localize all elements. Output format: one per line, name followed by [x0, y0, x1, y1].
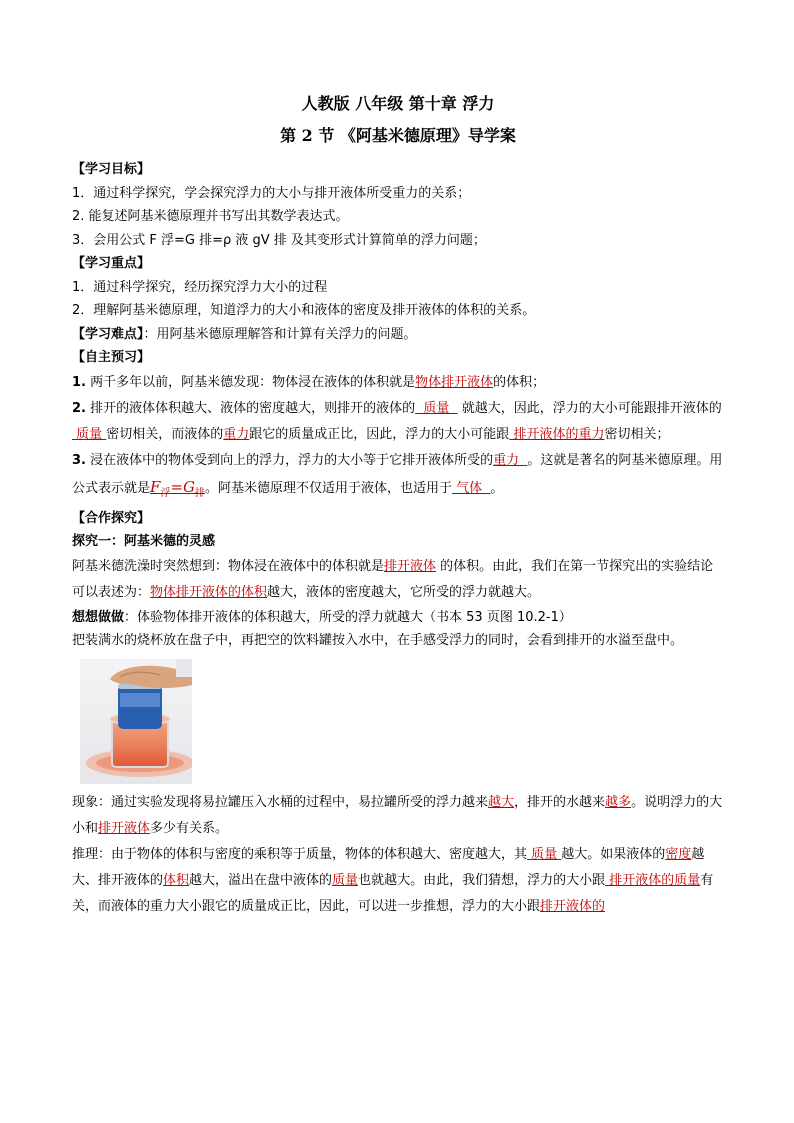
- q3-answer-1: 重力: [493, 452, 528, 468]
- phenomenon-text-3: 。说明浮力的大小和: [72, 794, 723, 836]
- q3-number: 3.: [72, 452, 86, 468]
- q2-number: 2.: [72, 400, 86, 416]
- reasoning-text-4: 越大，溢出在盘中液体的: [189, 872, 333, 888]
- p1-answer-1: 排开液体: [384, 558, 437, 574]
- reasoning-text-3: 越大、排开液体的: [72, 846, 705, 888]
- focus-heading: 【学习重点】: [72, 256, 151, 271]
- focus-item: 1．通过科学探究，经历探究浮力大小的过程: [72, 279, 328, 295]
- reasoning-text-2: 越大。如果液体的: [561, 846, 666, 862]
- reasoning-answer-5: 排开液体的质量: [605, 872, 701, 888]
- preview-heading: 【自主预习】: [72, 350, 151, 365]
- reasoning-answer-1: 质量: [527, 846, 562, 862]
- document-page: [72, 88, 724, 920]
- difficulty-heading: 【学习难点】: [72, 326, 144, 342]
- q2-answer-4: 排开液体的重力: [509, 426, 605, 442]
- phenomenon-text: 现象：通过实验发现将易拉罐压入水桶的过程中，易拉罐所受的浮力越来: [72, 794, 489, 810]
- try-line: [72, 606, 724, 630]
- preview-q3: [72, 448, 724, 507]
- reasoning-text-5: 也就越大。由此，我们猜想，浮力的大小跟: [358, 872, 606, 888]
- q2-answer-3: 重力: [223, 426, 250, 442]
- goals-heading: 【学习目标】: [72, 162, 151, 177]
- reasoning-text: 推理：由于物体的体积与密度的乘积等于质量，物体的体积越大、密度越大，其: [72, 846, 528, 862]
- doc-subtitle: 第 2 节 《阿基米德原理》导学案: [280, 126, 516, 145]
- doc-title: 人教版 八年级 第十章 浮力: [301, 94, 495, 113]
- difficulty-line: [72, 323, 724, 347]
- focus-item: 2．理解阿基米德原理，知道浮力的大小和液体的密度及排开液体的体积的关系。: [72, 303, 536, 318]
- q2-answer-2: 质量: [72, 426, 107, 442]
- reasoning-text-6: 有关，而液体的重力大小跟它的质量成正比，因此，可以进一步推想，浮力的大小跟: [72, 872, 714, 914]
- goal-item: 3．会用公式 F 浮=G 排=ρ 液 gV 排 及其变形式计算简单的浮力问题；: [72, 232, 486, 248]
- reasoning-answer-2: 密度: [665, 846, 692, 862]
- q1-text: 两千多年以前，阿基米德发现：物体浸在液体的体积就是: [85, 374, 416, 390]
- difficulty-text: ：用阿基米德原理解答和计算有关浮力的问题。: [143, 326, 417, 342]
- phenomenon-text-4: 多少有关系。: [150, 820, 229, 836]
- p1-answer-2: 物体排开液体的体积: [150, 584, 268, 600]
- q2-text-5: 密切相关；: [604, 426, 670, 442]
- phenomenon-answer-2: 越多: [605, 794, 632, 810]
- q2-text: 排开的液体体积越大、液体的密度越大，则排开的液体的: [85, 400, 416, 416]
- phenomenon-answer-1: 越大: [488, 794, 515, 810]
- q3-text-3: 。阿基米德原理不仅适用于液体，也适用于: [205, 480, 453, 496]
- phenomenon-paragraph: [72, 790, 724, 842]
- q3-answer-2: 气体: [452, 480, 491, 496]
- experiment-illustration: [80, 659, 192, 784]
- goal-item: 1．通过科学探究，学会探究浮力的大小与排开液体所受重力的关系；: [72, 185, 471, 201]
- p1-text-3: 越大，液体的密度越大，它所受的浮力就越大。: [267, 584, 541, 600]
- coop-paragraph-1: [72, 554, 724, 606]
- q2-text-4: 跟它的质量成正比，因此，浮力的大小可能跟: [249, 426, 510, 442]
- q2-text-3: 密切相关，而液体的: [106, 426, 224, 442]
- formula-eq: =G: [170, 477, 195, 496]
- coop-heading: 【合作探究】: [72, 510, 151, 526]
- phenomenon-answer-3: 排开液体: [98, 820, 151, 836]
- formula-sub-float: 浮: [160, 487, 171, 499]
- formula-f: F: [150, 477, 161, 496]
- reasoning-paragraph: [72, 842, 724, 920]
- try-label: 想想做做: [72, 609, 125, 625]
- q3-text-4: 。: [490, 480, 504, 496]
- p1-text: 阿基米德洗澡时突然想到：物体浸在液体中的体积就是: [72, 558, 385, 574]
- p1-text-2: 的体积。由此，我们在第一节探究出的实验结论可以表述为：: [72, 558, 714, 600]
- explore1-title: 探究一：阿基米德的灵感: [72, 534, 216, 549]
- preview-q1: [72, 370, 724, 396]
- q1-answer: 物体排开液体: [415, 374, 494, 390]
- q3-formula: [150, 477, 205, 499]
- try-text: ：体验物体排开液体的体积越大，所受的浮力就越大（书本 53 页图 10.2-1）: [124, 609, 572, 625]
- reasoning-answer-6: 排开液体的: [540, 898, 606, 914]
- phenomenon-text-2: ，排开的水越来: [514, 794, 606, 810]
- reasoning-answer-3: 体积: [163, 872, 190, 888]
- experiment-photo: [80, 659, 192, 784]
- formula-sub-displaced: 排: [195, 487, 205, 499]
- q2-text-2: 就越大，因此，浮力的大小可能跟排开液体的: [457, 400, 722, 416]
- coop-paragraph-2: 把装满水的烧杯放在盘子中，再把空的饮料罐按入水中，在手感受浮力的同时，会看到排开的水溢至盘中。: [72, 633, 684, 648]
- q1-number: 1.: [72, 374, 86, 390]
- q3-text: 浸在液体中的物体受到向上的浮力，浮力的大小等于它排开液体所受的: [85, 452, 494, 468]
- preview-q2: [72, 396, 724, 448]
- q3-text-2: 。这就是著名的阿基米德原理。用公式表示就是: [72, 452, 723, 496]
- goal-item: 2. 能复述阿基米德原理并书写出其数学表达式。: [72, 209, 349, 224]
- reasoning-answer-4: 质量: [332, 872, 359, 888]
- q2-answer-1: 质量: [415, 400, 458, 416]
- q1-text-end: 的体积；: [493, 374, 546, 390]
